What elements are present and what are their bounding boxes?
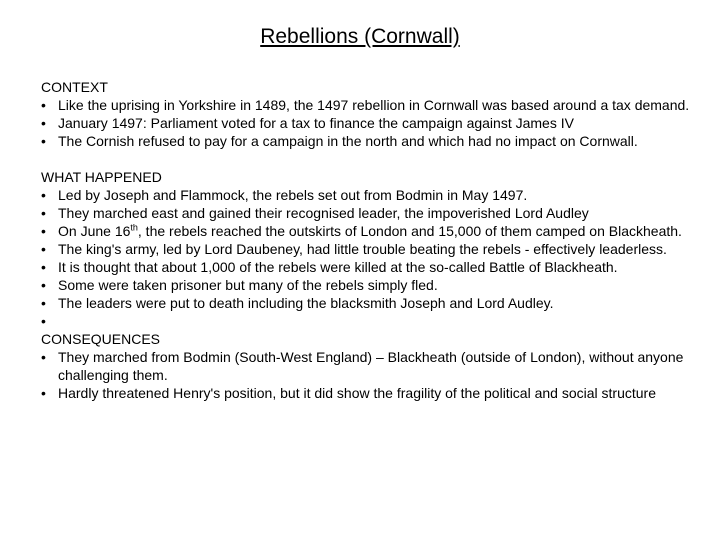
list-item: • January 1497: Parliament voted for a tax to finance the campaign against James IV [41,115,574,131]
bullet-icon: • [41,241,46,257]
list-item: • It is thought that about 1,000 of the rebels were killed at the so-called Battle of Blackheath. [41,259,618,275]
bullet-icon: • [41,115,46,131]
consequences-list [41,348,691,402]
bullet-icon: • [41,187,46,203]
context-heading: CONTEXT [41,79,108,95]
bullet-icon: • [41,313,46,329]
bullet-icon: • [41,205,46,221]
list-item: • They marched east and gained their recognised leader, the impoverished Lord Audley [41,205,589,221]
slide-body [41,78,691,402]
bullet-icon: • [41,277,46,293]
list-item [41,312,691,330]
bullet-icon: • [41,295,46,311]
what-happened-list [41,186,691,330]
list-item: • Hardly threatened Henry's position, but it did show the fragility of the political and social structure [41,385,656,401]
section-spacer [41,150,691,168]
list-item: • On June 16th, the rebels reached the outskirts of London and 15,000 of them camped on Blackheath. [41,222,682,239]
page-title: Rebellions (Cornwall) [260,25,460,48]
context-list [41,96,691,150]
list-item: • The leaders were put to death including the blacksmith Joseph and Lord Audley. [41,295,554,311]
list-item: • Some were taken prisoner but many of the rebels simply fled. [41,277,438,293]
list-item: • They marched from Bodmin (South-West England) – Blackheath (outside of London), without anyone challenging them. [41,349,684,383]
list-item: • The Cornish refused to pay for a campaign in the north and which had no impact on Cornwall. [41,133,638,149]
consequences-heading: CONSEQUENCES [41,331,161,347]
bullet-icon: • [41,133,46,149]
list-item: • Like the uprising in Yorkshire in 1489, the 1497 rebellion in Cornwall was based around a tax demand. [41,97,690,113]
list-item: • Led by Joseph and Flammock, the rebels set out from Bodmin in May 1497. [41,187,528,203]
bullet-icon: • [41,349,46,365]
bullet-icon: • [41,385,46,401]
list-item: • The king's army, led by Lord Daubeney, had little trouble beating the rebels - effectively leaderless. [41,241,667,257]
bullet-icon: • [41,223,46,239]
bullet-icon: • [41,259,46,275]
what-happened-heading: WHAT HAPPENED [41,169,162,185]
bullet-icon: • [41,97,46,113]
